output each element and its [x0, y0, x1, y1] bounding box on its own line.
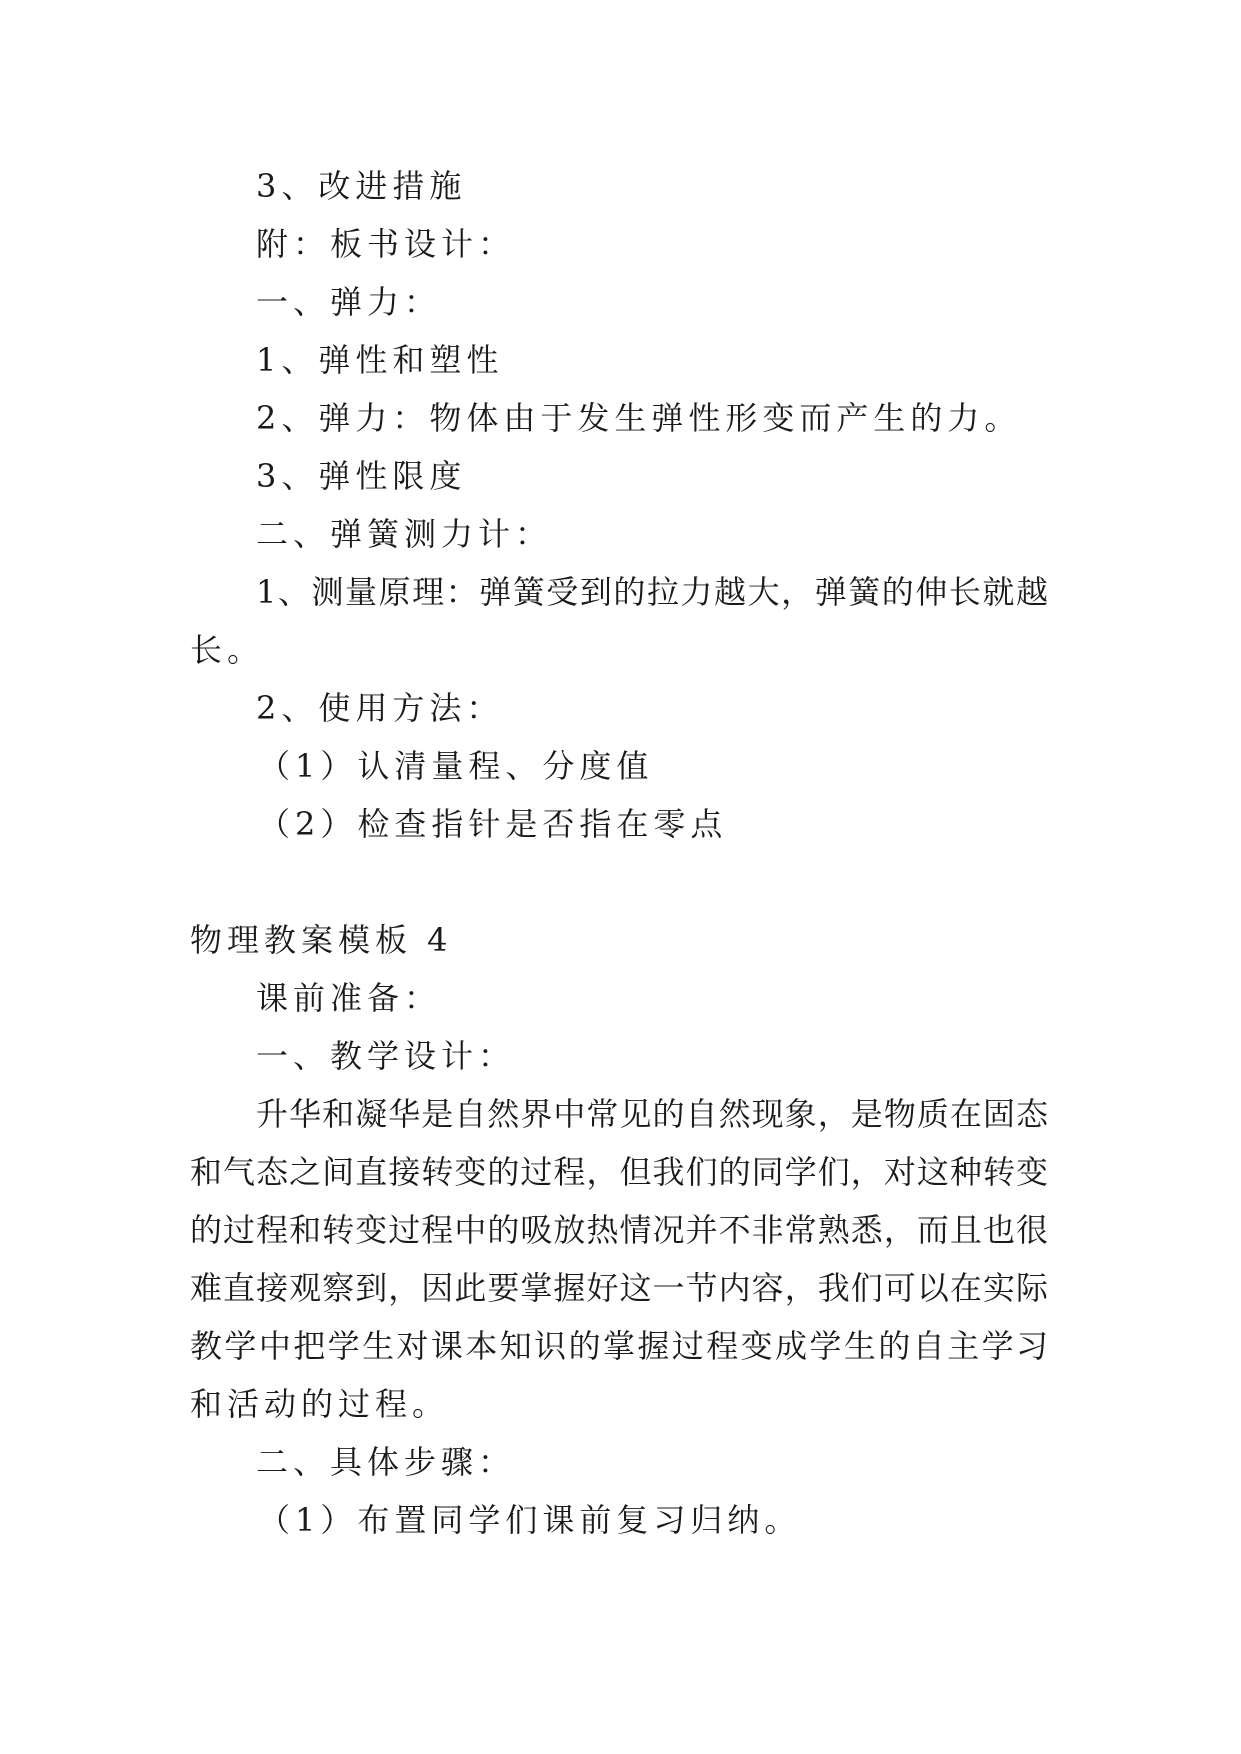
paragraph-line: 和活动的过程。 — [190, 1385, 450, 1423]
paragraph-line: 的过程和转变过程中的吸放热情况并不非常熟悉，而且也很 — [190, 1211, 1048, 1249]
paragraph-line: 教学中把学生对课本知识的掌握过程变成学生的自主学习 — [190, 1327, 1048, 1365]
list-item: 2、弹力：物体由于发生弹性形变而产生的力。 — [256, 399, 1022, 437]
paragraph-line: 和气态之间直接转变的过程，但我们的同学们，对这种转变 — [190, 1153, 1048, 1191]
paragraph-line: 3、改进措施 — [256, 167, 467, 205]
list-item: 2、使用方法： — [256, 689, 504, 727]
paragraph-line: 长。 — [190, 631, 265, 669]
list-item: 1、弹性和塑性 — [256, 341, 504, 379]
list-item: （1）认清量程、分度值 — [258, 747, 654, 785]
list-item: 3、弹性限度 — [256, 457, 467, 495]
section-heading: 二、具体步骤： — [256, 1443, 516, 1481]
paragraph-line: 附：板书设计： — [256, 225, 516, 263]
paragraph-line: 升华和凝华是自然界中常见的自然现象，是物质在固态 — [256, 1095, 1048, 1133]
list-item: （2）检查指针是否指在零点 — [258, 805, 728, 843]
paragraph-line: 课前准备： — [256, 979, 442, 1017]
list-item: （1）布置同学们课前复习归纳。 — [258, 1501, 802, 1539]
section-heading: 二、弹簧测力计： — [256, 515, 553, 553]
section-heading: 一、弹力： — [256, 283, 442, 321]
document-title: 物理教案模板 4 — [190, 921, 453, 959]
section-heading: 一、教学设计： — [256, 1037, 516, 1075]
paragraph-line: 难直接观察到，因此要掌握好这一节内容，我们可以在实际 — [190, 1269, 1048, 1307]
list-item: 1、测量原理：弹簧受到的拉力越大，弹簧的伸长就越 — [256, 573, 1048, 611]
